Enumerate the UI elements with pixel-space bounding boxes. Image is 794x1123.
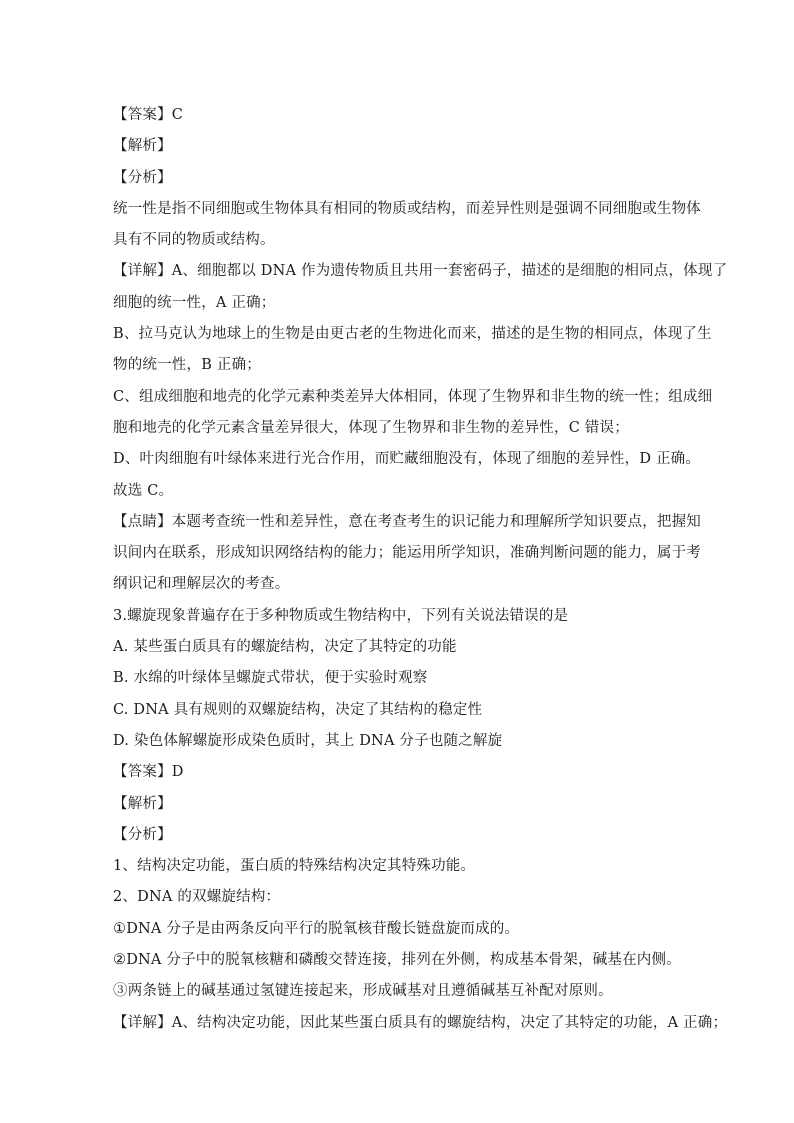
detail-line: 【详解】A、细胞都以 DNA 作为遗传物质且共用一套密码子，描述的是细胞的相同点，体现了 [113, 263, 728, 280]
analysis-label-q2: 【解析】 [113, 138, 172, 155]
detail-line: 胞和地壳的化学元素含量差异很大，体现了生物界和非生物的差异性，C 错误； [113, 419, 629, 436]
option-d: D. 染色体解螺旋形成染色质时，其上 DNA 分子也随之解旋 [113, 732, 503, 749]
document-page [113, 100, 728, 1039]
choice-conclusion: 故选 C。 [113, 482, 174, 499]
point-2-2: ②DNA 分子中的脱氧核糖和磷酸交替连接，排列在外侧，构成基本骨架，碱基在内侧。 [113, 952, 681, 969]
comment-line: 【点睛】本题考查统一性和差异性，意在考查考生的识记能力和理解所学知识要点，把握知 [113, 513, 701, 530]
answer-label-q2: 【答案】C [113, 107, 184, 123]
fenxi-label-q3: 【分析】 [113, 826, 172, 843]
option-b: B. 水绵的叶绿体呈螺旋式带状，便于实验时观察 [113, 670, 428, 687]
detail-line-q3: 【详解】A、结构决定功能，因此某些蛋白质具有的螺旋结构，决定了其特定的功能，A 正确； [113, 1014, 728, 1031]
option-a: A. 某些蛋白质具有的螺旋结构，决定了其特定的功能 [113, 639, 457, 656]
detail-line: C、组成细胞和地壳的化学元素种类差异大体相同，体现了生物界和非生物的统一性；组成细 [113, 388, 713, 405]
detail-line: D、叶肉细胞有叶绿体来进行光合作用，而贮藏细胞没有，体现了细胞的差异性，D 正确。 [113, 451, 701, 468]
comment-line: 识间内在联系，形成知识网络结构的能力；能运用所学知识，准确判断问题的能力，属于考 [113, 545, 701, 562]
point-1: 1、结构决定功能，蛋白质的特殊结构决定其特殊功能。 [113, 858, 476, 875]
point-2-1: ①DNA 分子是由两条反向平行的脱氧核苷酸长链盘旋而成的。 [113, 920, 520, 937]
detail-line: B、拉马克认为地球上的生物是由更古老的生物进化而来，描述的是生物的相同点，体现了生 [113, 326, 712, 343]
detail-line: 细胞的统一性，A 正确； [113, 294, 276, 311]
detail-line: 物的统一性，B 正确； [113, 357, 261, 374]
analysis-label-q3: 【解析】 [113, 795, 172, 812]
option-c: C. DNA 具有规则的双螺旋结构，决定了其结构的稳定性 [113, 701, 483, 718]
text-line: 具有不同的物质或结构。 [113, 232, 275, 249]
text-line: 统一性是指不同细胞或生物体具有相同的物质或结构，而差异性则是强调不同细胞或生物体 [113, 200, 701, 217]
fenxi-label-q2: 【分析】 [113, 169, 172, 186]
point-2: 2、DNA 的双螺旋结构： [113, 889, 281, 906]
answer-label-q3: 【答案】D [113, 764, 184, 781]
comment-line: 纲识记和理解层次的考查。 [113, 576, 290, 593]
point-2-3: ③两条链上的碱基通过氢键连接起来，形成碱基对且遵循碱基互补配对原则。 [113, 983, 613, 1000]
question-3-stem: 3.螺旋现象普遍存在于多种物质或生物结构中，下列有关说法错误的是 [113, 607, 569, 624]
